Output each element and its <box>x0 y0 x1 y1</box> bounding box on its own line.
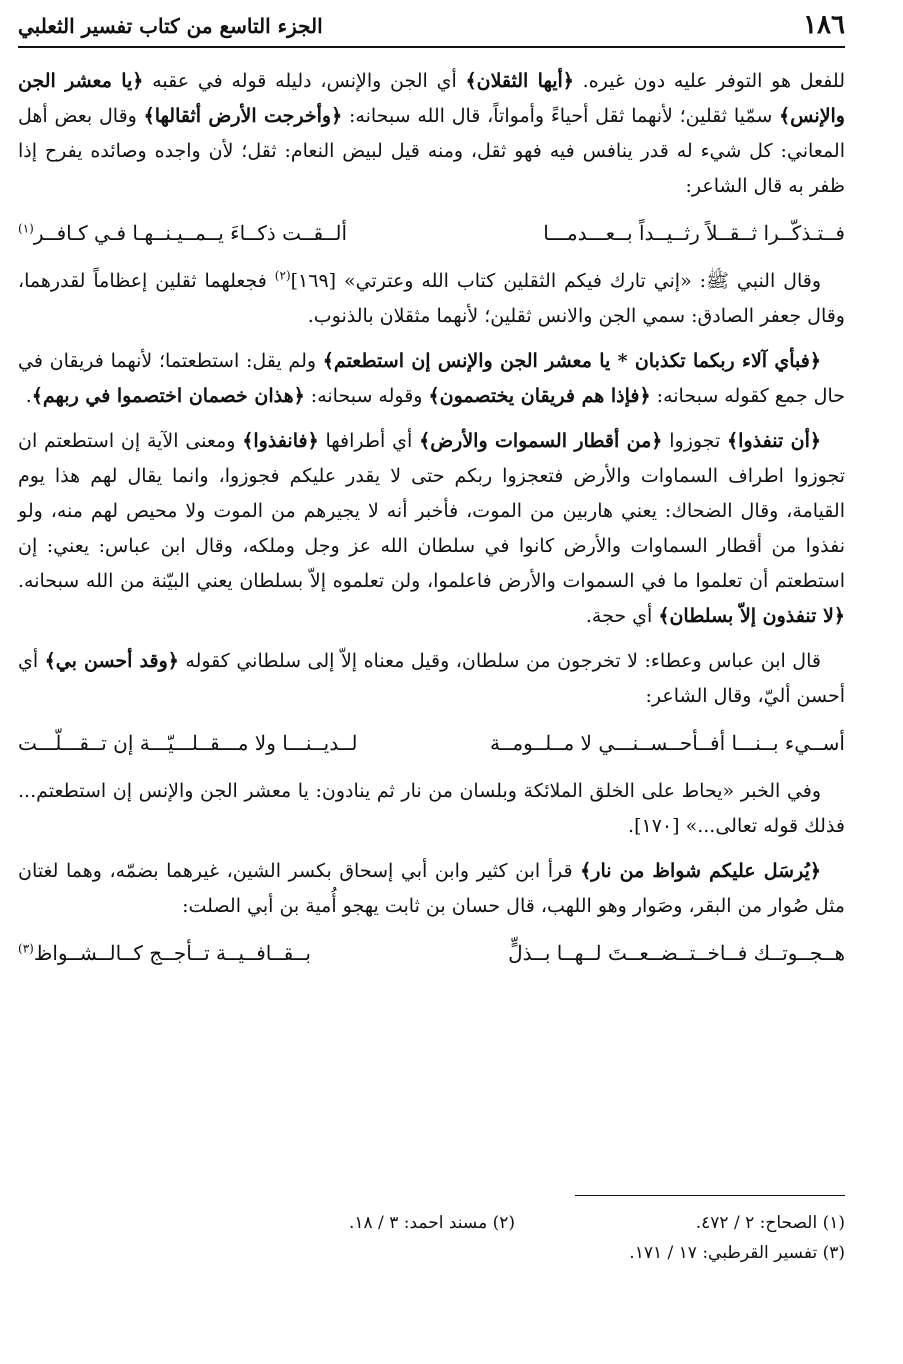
quran-quote: ﴿هذان خصمان اختصموا في ربهم﴾ <box>31 385 305 407</box>
text-run: أي أحسن أليّ، وقال الشاعر: <box>18 650 845 707</box>
footnotes <box>100 1208 845 1268</box>
poetry-verse <box>18 934 845 972</box>
verse-text: بــقــافــيــة تــأجــج كــالــشــواظ <box>33 941 311 965</box>
quran-quote: ﴿يُرسَل عليكم شواظ من نار﴾ <box>580 860 821 882</box>
text-run: ولم يقل: استطعتما؛ لأنهما فريقان في حال جمع كقوله سبحانه: <box>18 350 845 407</box>
quran-quote: ﴿فإذا هم فريقان يختصمون﴾ <box>428 385 651 407</box>
text-run: للفعل هو التوفر عليه دون غيره. <box>573 70 845 92</box>
quran-quote: ﴿وقد أحسن بي﴾ <box>44 650 179 672</box>
verse-second-hemistich: لــديــنـــا ولا مـــقــلـــيّـــة إن تــقـــلّـــت <box>18 731 358 755</box>
quran-quote: ﴿فانفذوا﴾ <box>242 430 319 452</box>
main-text <box>18 64 845 984</box>
verse-second-hemistich <box>18 934 311 972</box>
paragraph-hadith <box>18 264 845 334</box>
footnote-marker: (٣) <box>18 941 34 956</box>
text-run: قرأ ابن كثير وابن أبي إسحاق بكسر الشين، غيرهما بضمّه، وهما لغتان مثل صُوار من البقر، وصَوار وهو اللهب، قال حسان بن ثابت يهجو أُمية بن أبي الصلت: <box>18 860 845 917</box>
text-run: . <box>25 385 32 407</box>
poetry-verse <box>18 214 845 252</box>
page-number: ١٨٦ <box>803 10 845 40</box>
quran-quote: ﴿لا تنفذون إلاّ بسلطان﴾ <box>658 605 845 627</box>
text-run: وقال النبي ﷺ: «إني تارك فيكم الثقلين كتاب الله وعترتي» [١٦٩] <box>290 270 822 292</box>
text-run: أي الجن والإنس، دليله قوله في عقبه <box>143 70 466 92</box>
paragraph-tanfudhu <box>18 424 845 634</box>
verse-second-hemistich <box>18 214 347 252</box>
paragraph-shuwaz <box>18 854 845 924</box>
footnote-divider <box>575 1195 845 1196</box>
quran-quote: ﴿يا معشر الجن والإنس﴾ <box>18 70 845 127</box>
text-run: وفي الخبر «يحاط على الخلق الملائكة وبلسان من نار ثم ينادون: يا معشر الجن والإنس إن استطعتم... فذلك قوله تعالى...» [١٧٠]. <box>18 780 845 837</box>
footnote-row <box>100 1238 845 1268</box>
quran-quote: ﴿فبأي آلاء ربكما تكذبان * يا معشر الجن والإنس إن استطعتم﴾ <box>322 350 821 372</box>
footnote-marker: (٢) <box>274 268 291 283</box>
text-run: وقوله سبحانه: <box>304 385 429 407</box>
text-run: فجعلهما ثقلين إعظاماً لقدرهما، وقال جعفر الصادق: سمي الجن والانس ثقلين؛ لأنهما مثقلان بالذنوب. <box>18 270 845 327</box>
paragraph-ibn-abbas <box>18 644 845 714</box>
book-title: الجزء التاسع من كتاب تفسير الثعلبي <box>18 14 323 38</box>
text-run: تجوزوا <box>662 430 728 452</box>
paragraph-thaqalan <box>18 64 845 204</box>
footnote-1: (١) الصحاح: ٢ / ٤٧٢. <box>695 1213 845 1233</box>
text-run: ومعنى الآية إن استطعتم ان تجوزوا اطراف السماوات والأرض فتعجزوا ربكم حتى لا يقدر عليكم فجوزوا، وانما يقال لهم هذا يوم القيامة، وقال الضحاك: يعني هاربين من الموت، فأخبر أنه لا يجيرهم من الموت ولا محيص لهم منه، ولو نفذوا من أقطار السماوات والأرض كانوا في سلطان الله عز وجل وملكه، وقال ابن عباس: يعني: إن استطعتم أن تعلموا ما في السموات والأرض فاعلموا، ولن تعلموه إلاّ بسلطان يعني البيّنة من الله سبحانه. <box>18 430 845 592</box>
verse-first-hemistich: أســيء بــنـــا أفــأحــســنـــي لا مــلــومــة <box>489 731 845 755</box>
text-run: وقال بعض أهل المعاني: كل شيء له قدر ينافس فيه فهو ثقل، ومنه قيل لبيض النعام: ثقل؛ لأن واجده وصائده يفرح إذا ظفر به قال الشاعر: <box>18 105 845 197</box>
footnote-2: (٢) مسند احمد: ٣ / ١٨. <box>348 1213 515 1233</box>
footnote-row <box>100 1208 845 1238</box>
text-run: أي حجة. <box>585 605 659 627</box>
footnote-3: (٣) تفسير القرطبي: ١٧ / ١٧١. <box>629 1243 845 1263</box>
footnote-marker: (١) <box>18 221 34 236</box>
paragraph-fabiayyi <box>18 344 845 414</box>
verse-text: ألــقــت ذكــاءَ يــمــيـنــهـا فـي كـافــر <box>33 221 348 245</box>
quran-quote: ﴿أيها الثقلان﴾ <box>465 70 574 92</box>
text-run: قال ابن عباس وعطاء: لا تخرجون من سلطان، وقيل معناه إلاّ إلى سلطاني كقوله <box>178 650 821 672</box>
text-run: سمّيا ثقلين؛ لأنهما ثقل أحياءً وأمواتاً، قال الله سبحانه: <box>342 105 780 127</box>
text-run: أي أطرافها <box>318 430 420 452</box>
running-head <box>18 6 845 48</box>
paragraph-khabar <box>18 774 845 844</box>
quran-quote: ﴿من أقطار السموات والأرض﴾ <box>419 430 663 452</box>
poetry-verse <box>18 724 845 762</box>
quran-quote: ﴿وأخرجت الأرض أثقالها﴾ <box>143 105 343 127</box>
quran-quote: ﴿أن تنفذوا﴾ <box>727 430 821 452</box>
verse-first-hemistich: فــتـذكّــرا ثــقــلاً رثــيــداً بــعـــدمـــا <box>543 221 845 245</box>
verse-first-hemistich: هــجــوتــك فــاخــتــضــعــتَ لــهــا بــذلٍّ <box>508 941 845 965</box>
